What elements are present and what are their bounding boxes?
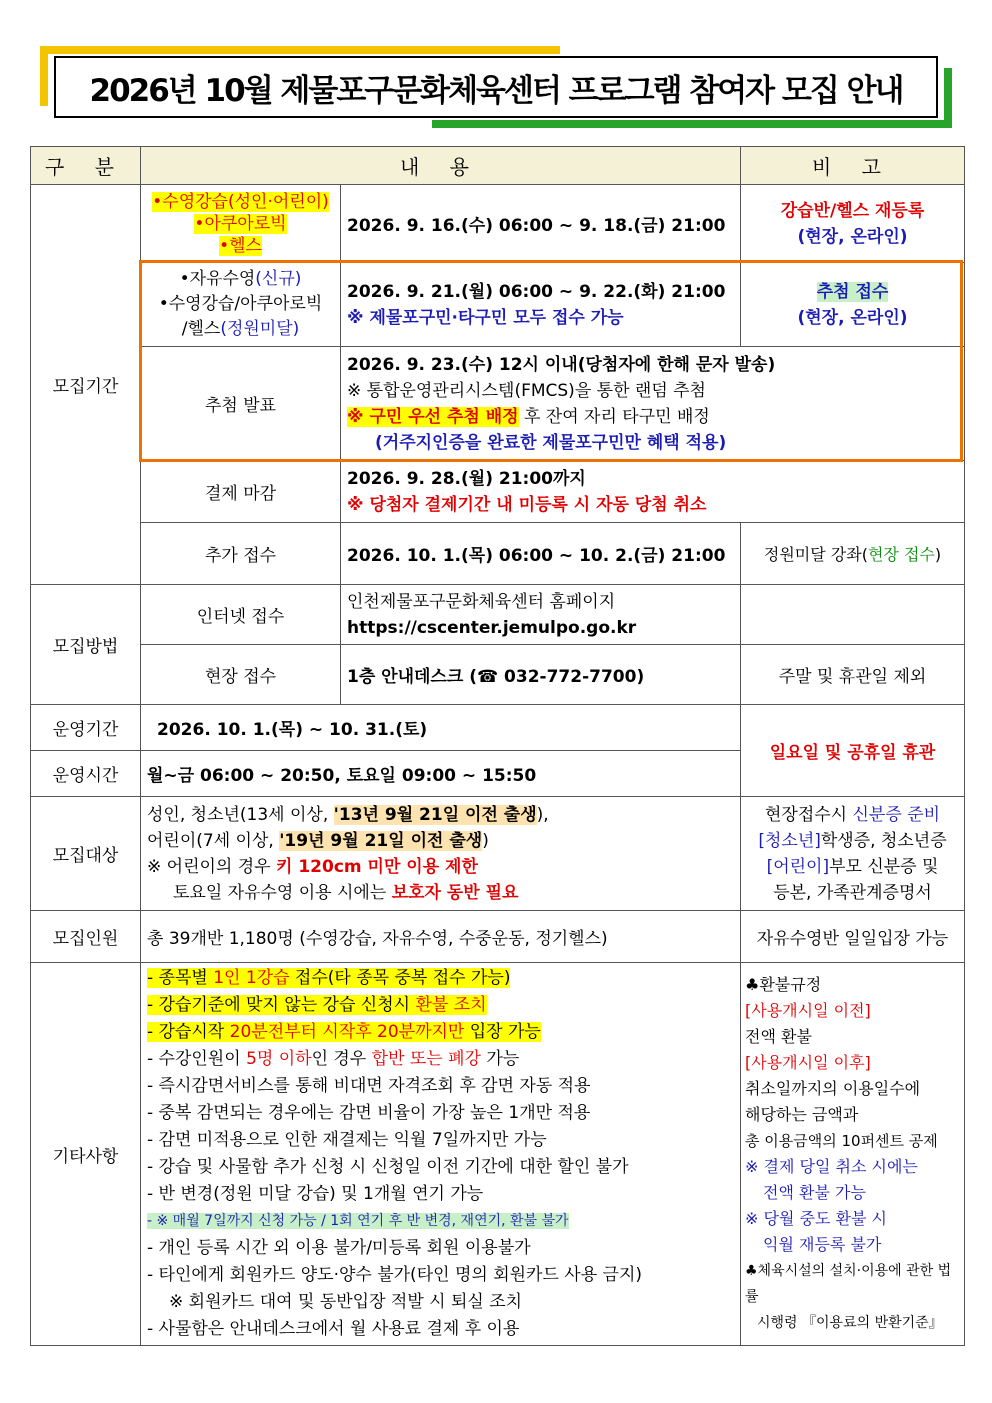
misc-1c: 접수(타 종목 중복 접수 가능) [289, 968, 511, 988]
info-table [30, 146, 965, 1346]
draw-line-4: (거주지인증을 완료한 제물포구민만 혜택 적용) [375, 432, 727, 453]
target-l4a: 토요일 자유수영 이용 시에는 [173, 882, 392, 903]
table-header [31, 147, 965, 185]
target-l1c: ), [536, 804, 549, 825]
onsite-note: 주말 및 휴관일 제외 [741, 645, 965, 705]
payment-line-1: 2026. 9. 28.(월) 21:00까지 [347, 468, 586, 489]
misc-2a: - 강습기준에 맞지 않는 강습 신청시 [147, 995, 416, 1015]
period-row-3 [31, 347, 965, 461]
target-note [741, 797, 965, 911]
period-r2-date: 2026. 9. 21.(월) 06:00 ~ 9. 22.(화) 21:00 [347, 281, 726, 302]
misc-4b: 5명 이하 [246, 1049, 312, 1069]
draw-line-2: ※ 통합운영관리시스템(FMCS)을 통한 랜덤 추첨 [347, 380, 706, 401]
misc-1a: - 종목별 [147, 968, 214, 988]
refund-midmonth: ※ 당월 중도 환불 시 [745, 1209, 887, 1228]
method-row-1 [31, 585, 965, 645]
target-label: 모집대상 [31, 797, 141, 911]
refund-midmonth-2: 익월 재등록 불가 [763, 1235, 882, 1254]
target-l2a: 어린이(7세 이상, [147, 830, 280, 851]
quota-content: 총 39개반 1,180명 (수영강습, 자유수영, 수중운동, 정기헬스) [141, 911, 741, 963]
misc-14: - 사물함은 안내데스크에서 월 사용료 결제 후 이용 [147, 1319, 520, 1339]
target-l2c: ) [482, 830, 489, 851]
misc-4d: 합반 또는 폐강 [371, 1049, 481, 1069]
period-r1-items [141, 185, 341, 263]
quota-label: 모집인원 [31, 911, 141, 963]
internet-note [741, 585, 965, 645]
period-r2-notice: ※ 제물포구민·타구민 모두 접수 가능 [347, 307, 624, 328]
title-yellow-accent [40, 46, 560, 54]
refund-same-day-2: 전액 환불 가능 [763, 1183, 866, 1202]
draw-line-1: 2026. 9. 23.(수) 12시 이내(당첨자에 한해 문자 발송) [347, 354, 776, 375]
closed-note: 일요일 및 공휴일 휴관 [741, 705, 965, 797]
period-label: 모집기간 [31, 185, 141, 585]
draw-label: 추첨 발표 [141, 347, 341, 461]
refund-title: ♣환불규정 [745, 975, 822, 994]
header-note: 비 고 [741, 147, 965, 185]
item-health: •헬스 [219, 235, 262, 256]
internet-line-1: 인천제물포구문화체육센터 홈페이지 [347, 591, 616, 612]
refund-law: ♣체육시설의 설치·이용에 관한 법률 [745, 1263, 952, 1305]
misc-2b: 환불 조치 [415, 995, 487, 1015]
period-r2-note-2: (현장, 온라인) [797, 307, 908, 328]
refund-after-3: 총 이용금액의 10퍼센트 공제 [745, 1132, 938, 1150]
title-green-accent-vertical [944, 68, 952, 128]
misc-3b: 20분전부터 시작후 20분까지만 [229, 1022, 465, 1042]
quota-note: 자유수영반 일일입장 가능 [741, 911, 965, 963]
misc-12: - 타인에게 회원카드 양도·양수 불가(타인 명의 회원카드 사용 금지) [147, 1265, 643, 1285]
additional-note-a: 정원미달 강좌( [763, 545, 868, 564]
misc-9: - 반 변경(정원 미달 강습) 및 1개월 연기 가능 [147, 1184, 484, 1204]
target-l4b: 보호자 동반 필요 [391, 882, 519, 903]
item-swim-lesson: •수영강습(성인·어린이) [152, 191, 329, 212]
misc-4c: 인 경우 [311, 1049, 372, 1069]
target-n2b: 학생증, 청소년증 [820, 830, 947, 851]
target-l1a: 성인, 청소년(13세 이상, [147, 804, 334, 825]
refund-before-label: [사용개시일 이전] [745, 1001, 871, 1020]
period-r1-content: 2026. 9. 16.(수) 06:00 ~ 9. 18.(금) 21:00 [341, 185, 741, 263]
target-l2b: '19년 9월 21일 이전 출생 [279, 830, 483, 851]
period-r2-content [341, 263, 741, 347]
misc-4a: - 수강인원이 [147, 1049, 247, 1069]
payment-label: 결제 마감 [141, 461, 341, 523]
target-n1a: 현장접수시 [764, 804, 853, 825]
misc-10: - ※ 매월 7일까지 신청 가능 / 1회 연기 후 반 변경, 재연기, 환불 불가 [147, 1213, 569, 1229]
title-yellow-accent-vertical [40, 46, 48, 106]
operation-period-value: 2026. 10. 1.(목) ~ 10. 31.(토) [141, 705, 741, 751]
period-r1-note [741, 185, 965, 263]
refund-after-1: 취소일까지의 이용일수에 [745, 1079, 921, 1098]
period-row-4 [31, 461, 965, 523]
quota-row [31, 911, 965, 963]
target-n3a: [어린이] [766, 856, 830, 877]
target-n3b: 부모 신분증 및 [829, 856, 939, 877]
item-under-quota: (정원미달) [220, 319, 300, 339]
item-health-2: /헬스 [181, 319, 221, 339]
item-aquarobic: •아쿠아로빅 [194, 213, 287, 234]
misc-5: - 즉시감면서비스를 통해 비대면 자격조회 후 감면 자동 적용 [147, 1076, 591, 1096]
item-free-swim: •자유수영 [179, 269, 256, 289]
internet-content [341, 585, 741, 645]
misc-4e: 가능 [480, 1049, 520, 1069]
refund-note [741, 963, 965, 1346]
target-l3a: ※ 어린이의 경우 [147, 856, 276, 877]
title-green-accent [432, 120, 952, 128]
period-row-2 [31, 263, 965, 347]
target-l3b: 키 120cm 미만 이용 제한 [276, 856, 478, 877]
title-box [54, 56, 938, 118]
misc-content [141, 963, 741, 1346]
period-r1-note-1: 강습반/헬스 재등록 [780, 200, 925, 221]
target-l1b: '13년 9월 21일 이전 출생 [333, 804, 537, 825]
refund-after-label: [사용개시일 이후] [745, 1053, 871, 1072]
refund-after-2: 해당하는 금액과 [745, 1105, 859, 1124]
period-r2-items [141, 263, 341, 347]
refund-same-day: ※ 결제 당일 취소 시에는 [745, 1157, 918, 1176]
period-r1-note-2: (현장, 온라인) [797, 226, 908, 247]
target-row [31, 797, 965, 911]
draw-line-3a: ※ 구민 우선 추첨 배정 [347, 406, 519, 427]
target-content [141, 797, 741, 911]
period-row-5 [31, 523, 965, 585]
header-category: 구 분 [31, 147, 141, 185]
title-banner [40, 46, 952, 128]
period-r2-note [741, 263, 965, 347]
additional-note-c: ) [934, 545, 942, 564]
additional-note-b: 현장 접수 [867, 545, 935, 564]
misc-7: - 감면 미적용으로 인한 재결제는 익월 7일까지만 가능 [147, 1130, 547, 1150]
misc-6: - 중복 감면되는 경우에는 감면 비율이 가장 높은 1개만 적용 [147, 1103, 591, 1123]
misc-row [31, 963, 965, 1346]
refund-law-2: 시행령 『이용료의 반환기준』 [757, 1315, 943, 1331]
period-row-1 [31, 185, 965, 263]
additional-content: 2026. 10. 1.(목) 06:00 ~ 10. 2.(금) 21:00 [341, 523, 741, 585]
draw-content [341, 347, 965, 461]
misc-13: ※ 회원카드 대여 및 동반입장 적발 시 퇴실 조치 [169, 1292, 523, 1312]
method-row-2 [31, 645, 965, 705]
period-r2-note-1: 추첨 접수 [816, 281, 889, 302]
method-label: 모집방법 [31, 585, 141, 705]
onsite-content: 1층 안내데스크 (☎ 032-772-7700) [341, 645, 741, 705]
target-n2a: [청소년] [758, 830, 821, 851]
item-lesson-aqua: •수영강습/아쿠아로빅 [158, 294, 323, 314]
additional-note [741, 523, 965, 585]
misc-8: - 강습 및 사물함 추가 신청 시 신청일 이전 기간에 대한 할인 불가 [147, 1157, 629, 1177]
operation-time-value: 월~금 06:00 ~ 20:50, 토요일 09:00 ~ 15:50 [141, 751, 741, 797]
operation-period-label: 운영기간 [31, 705, 141, 751]
onsite-label: 현장 접수 [141, 645, 341, 705]
misc-3c: 입장 가능 [464, 1022, 541, 1042]
item-free-swim-new: (신규) [255, 269, 302, 289]
misc-3a: - 강습시작 [147, 1022, 230, 1042]
misc-1b: 1인 1강습 [213, 968, 290, 988]
refund-before-text: 전액 환불 [745, 1027, 812, 1046]
target-n4: 등본, 가족관계증명서 [773, 882, 932, 903]
target-n1b: 신분증 준비 [852, 804, 941, 825]
internet-url[interactable]: https://cscenter.jemulpo.go.kr [347, 617, 637, 638]
operation-time-label: 운영시간 [31, 751, 141, 797]
misc-11: - 개인 등록 시간 외 이용 불가/미등록 회원 이용불가 [147, 1238, 531, 1258]
additional-label: 추가 접수 [141, 523, 341, 585]
page-title: 2026년 10월 제물포구문화체육센터 프로그램 참여자 모집 안내 [89, 72, 903, 109]
misc-label: 기타사항 [31, 963, 141, 1346]
draw-line-3b: 후 잔여 자리 타구민 배정 [518, 406, 710, 427]
internet-label: 인터넷 접수 [141, 585, 341, 645]
payment-line-2: ※ 당첨자 결제기간 내 미등록 시 자동 당첨 취소 [347, 494, 707, 515]
payment-content [341, 461, 965, 523]
operation-period-row [31, 705, 965, 751]
header-content: 내 용 [141, 147, 741, 185]
